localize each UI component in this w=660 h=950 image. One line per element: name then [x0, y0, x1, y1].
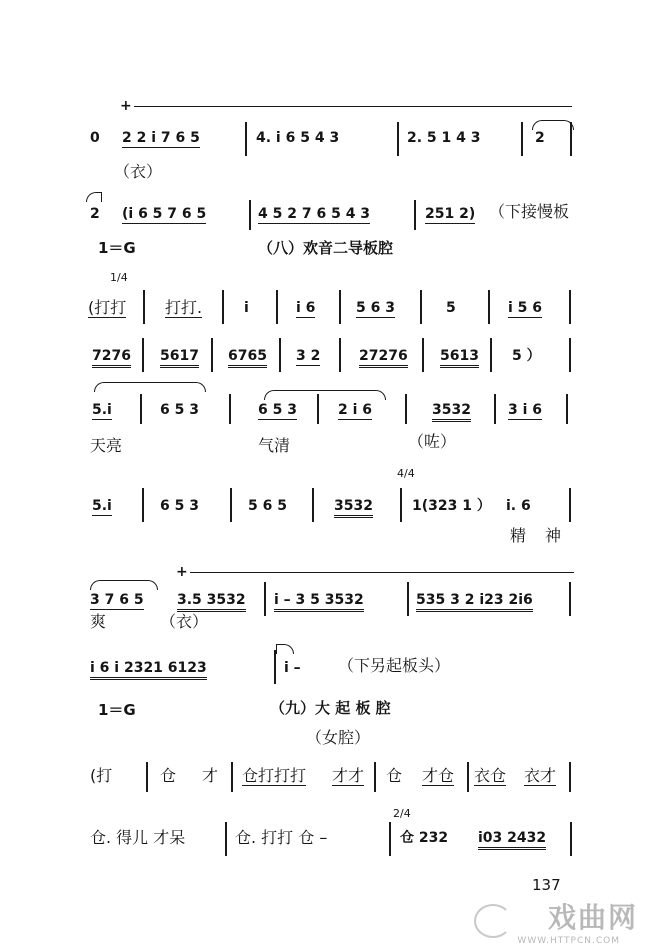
- barline: [374, 762, 376, 792]
- barline: [142, 338, 144, 372]
- score-line-3: [0, 290, 660, 330]
- notes: 2 i 6: [338, 402, 373, 418]
- barline: [569, 338, 571, 372]
- score-line-10: [0, 806, 660, 846]
- notes: 5.i: [92, 402, 112, 418]
- notes: 3 2: [296, 348, 321, 364]
- barline: [569, 290, 571, 324]
- barline: [405, 394, 407, 424]
- notes: 0: [90, 130, 100, 146]
- lyric: 爽: [90, 612, 107, 631]
- notes: 仓 232: [400, 830, 449, 846]
- barline: [225, 822, 227, 856]
- meter: 2/4: [393, 807, 411, 820]
- percussion: 才仓: [422, 766, 455, 785]
- notes: 5.i: [92, 498, 112, 514]
- meter: 4/4: [397, 467, 415, 480]
- barline: [569, 762, 571, 792]
- percussion: 仓打打打: [242, 766, 307, 785]
- notes: 535 3 2 i23 2i6: [416, 592, 533, 612]
- score-line-4: [0, 336, 660, 376]
- barline: [222, 290, 224, 324]
- lyric: 天亮: [90, 436, 123, 455]
- score-line-8: [0, 644, 660, 684]
- notes: 7276: [92, 348, 131, 368]
- score-line-6: [0, 466, 660, 514]
- barline: [140, 394, 142, 424]
- percussion: 才: [202, 766, 219, 785]
- notes: i –: [284, 660, 301, 676]
- notes: i 6: [296, 300, 316, 316]
- barline: [146, 762, 148, 792]
- extension-line: [134, 106, 572, 107]
- barline: [339, 338, 341, 372]
- section-title: （八）欢音二导板腔: [258, 239, 394, 257]
- plus-mark: +: [120, 98, 132, 114]
- barline: [414, 200, 416, 230]
- tie-arc: [86, 192, 102, 202]
- percussion: 衣仓: [474, 766, 507, 785]
- barline: [229, 394, 231, 424]
- notes: 6 5 3: [160, 402, 199, 418]
- notes: 2: [90, 206, 100, 222]
- notes: 3.5 3532: [177, 592, 246, 612]
- barline: [566, 394, 568, 424]
- notes: 5 6 5: [248, 498, 287, 514]
- barline: [467, 762, 469, 792]
- key-signature: 1＝G: [98, 239, 136, 257]
- tie-arc: [276, 644, 294, 654]
- barline: [570, 822, 572, 856]
- notes: i. 6: [506, 498, 531, 514]
- barline: [249, 200, 251, 230]
- score-line-2: [0, 192, 660, 232]
- percussion: 才才: [332, 766, 365, 785]
- tie-arc: [90, 580, 158, 590]
- tie-arc: [532, 120, 574, 130]
- score-line-5: [0, 382, 660, 422]
- notes: 27276: [359, 348, 408, 368]
- meter: 1/4: [110, 271, 128, 284]
- score-line-9: [0, 762, 660, 802]
- barline: [274, 650, 276, 684]
- tie-arc: [94, 382, 206, 392]
- notes: i 5 6: [508, 300, 543, 316]
- watermark: 戏曲网: [547, 901, 638, 934]
- tie-arc: [264, 390, 386, 400]
- barline: [397, 122, 399, 156]
- score-line-1: [0, 98, 660, 146]
- extension-line: [190, 572, 574, 573]
- notes: 2 2 i 7 6 5: [122, 130, 200, 146]
- notes: 3 i 6: [508, 402, 543, 418]
- plus-mark: +: [176, 564, 188, 580]
- barline: [494, 394, 496, 424]
- barline: [488, 290, 490, 324]
- lyric: 气清: [258, 436, 291, 455]
- notes: 5: [446, 300, 456, 316]
- barline: [264, 582, 266, 616]
- barline: [521, 122, 523, 156]
- watermark-url: WWW.HTTPCN.COM: [517, 936, 620, 946]
- notes: 5617: [160, 348, 199, 368]
- barline: [400, 488, 402, 522]
- notes: 5 ）: [512, 348, 541, 364]
- percussion: (打打: [88, 298, 127, 317]
- barline: [211, 338, 213, 372]
- watermark-swirl-icon: [474, 904, 512, 938]
- percussion: 仓: [160, 766, 177, 785]
- notes: 3532: [334, 498, 373, 518]
- lyric: （咗）: [408, 432, 457, 451]
- notes: 251 2): [425, 206, 476, 222]
- percussion: 仓. 打打 仓 –: [235, 828, 328, 847]
- barline: [279, 338, 281, 372]
- notes: 6 5 3: [160, 498, 199, 514]
- barline: [276, 290, 278, 324]
- notes: 3 7 6 5: [90, 592, 144, 608]
- barline: [422, 338, 424, 372]
- notes: 3532: [432, 402, 471, 422]
- lyric: 神: [545, 526, 562, 545]
- performance-note: （下接慢板: [489, 202, 570, 221]
- barline: [245, 122, 247, 156]
- barline: [317, 394, 319, 424]
- percussion: 仓. 得儿 才呆: [90, 828, 186, 847]
- notes: 1(323 1 ）: [412, 498, 491, 514]
- lyric: （衣）: [160, 612, 209, 631]
- lyric: （衣）: [114, 162, 163, 181]
- notes: 4 5 2 7 6 5 4 3: [258, 206, 371, 222]
- notes: 2. 5 1 4 3: [407, 130, 481, 146]
- barline: [569, 582, 571, 616]
- section-subtitle: （女腔）: [306, 728, 371, 747]
- notes: i 6 i 2321 6123: [90, 660, 207, 680]
- section-title: （九）大 起 板 腔: [270, 699, 391, 717]
- percussion: 仓: [386, 766, 403, 785]
- notes: i: [244, 300, 249, 316]
- notes: i03 2432: [478, 830, 546, 850]
- notes: 4. i 6 5 4 3: [256, 130, 340, 146]
- notes: i – 3 5 3532: [274, 592, 364, 612]
- score-line-7: [0, 564, 660, 608]
- page-number: 137: [532, 876, 561, 894]
- notes: 6765: [228, 348, 267, 368]
- barline: [339, 290, 341, 324]
- percussion: 打打.: [165, 298, 203, 317]
- performance-note: （下另起板头）: [338, 656, 451, 675]
- barline: [569, 488, 571, 522]
- barline: [570, 122, 572, 156]
- barline: [490, 338, 492, 372]
- barline: [231, 762, 233, 792]
- barline: [142, 488, 144, 522]
- key-signature: 1＝G: [98, 701, 136, 719]
- barline: [143, 290, 145, 324]
- notes: (i 6 5 7 6 5: [122, 206, 207, 222]
- barline: [389, 822, 391, 856]
- barline: [230, 488, 232, 522]
- notes: 2: [535, 130, 545, 146]
- lyric: 精: [510, 526, 527, 545]
- percussion: 衣才: [524, 766, 557, 785]
- barline: [420, 290, 422, 324]
- barline: [312, 488, 314, 522]
- notes: 5613: [440, 348, 479, 368]
- notes: 5 6 3: [356, 300, 395, 316]
- barline: [407, 582, 409, 616]
- percussion: (打: [90, 766, 113, 785]
- notes: 6 5 3: [258, 402, 297, 418]
